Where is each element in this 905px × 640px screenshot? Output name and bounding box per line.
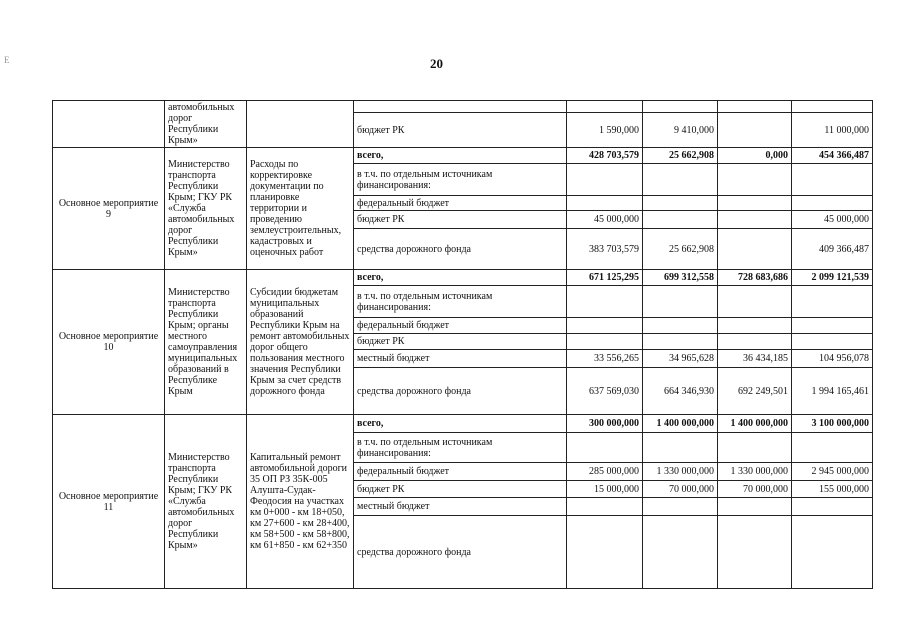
value-year2-cell — [643, 498, 718, 516]
value-year2-cell — [643, 286, 718, 318]
value-year2-cell — [643, 318, 718, 334]
funding-source-cell: в т.ч. по отдельным источникам финансирования: — [354, 164, 567, 196]
value-total-cell: 155 000,000 — [792, 481, 873, 498]
value-year3-cell: 1 330 000,000 — [718, 463, 792, 481]
value-year1-cell — [567, 318, 643, 334]
value-year2-cell: 1 330 000,000 — [643, 463, 718, 481]
organization-cell: Министерство транспорта Республики Крым; ГКУ РК «Служба автомобильных дорог Республики Крым» — [165, 148, 247, 270]
event-cell: Основное мероприятие 10 — [53, 270, 165, 415]
value-year3-cell: 70 000,000 — [718, 481, 792, 498]
table-row — [53, 148, 873, 164]
value-year2-cell — [643, 196, 718, 211]
description-cell — [247, 101, 354, 148]
funding-source-cell: в т.ч. по отдельным источникам финансирования: — [354, 433, 567, 463]
value-year2-cell: 699 312,558 — [643, 270, 718, 286]
value-year3-cell — [718, 318, 792, 334]
value-total-cell: 2 099 121,539 — [792, 270, 873, 286]
organization-cell: Министерство транспорта Республики Крым; ГКУ РК «Служба автомобильных дорог Республики Крым» — [165, 415, 247, 589]
value-total-cell: 104 956,078 — [792, 350, 873, 368]
funding-source-cell: федеральный бюджет — [354, 318, 567, 334]
funding-source-cell: бюджет РК — [354, 113, 567, 148]
value-year2-cell — [643, 211, 718, 229]
funding-source-cell: местный бюджет — [354, 350, 567, 368]
funding-source-cell: местный бюджет — [354, 498, 567, 516]
value-total-cell: 409 366,487 — [792, 229, 873, 270]
funding-source-cell: всего, — [354, 270, 567, 286]
value-year3-cell — [718, 334, 792, 350]
value-total-cell — [792, 516, 873, 589]
funding-source-cell: федеральный бюджет — [354, 196, 567, 211]
funding-source-cell: средства дорожного фонда — [354, 368, 567, 415]
value-year1-cell — [567, 334, 643, 350]
funding-source-cell — [354, 101, 567, 113]
event-cell: Основное мероприятие 11 — [53, 415, 165, 589]
description-cell: Расходы по корректировке документации по планировке территории и проведению землеустроительных, кадастровых и оценочных работ — [247, 148, 354, 270]
value-year1-cell — [567, 101, 643, 113]
value-year1-cell — [567, 164, 643, 196]
description-cell: Капитальный ремонт автомобильной дороги 35 ОП РЗ 35К-005 Алушта-Судак-Феодосия на участках км 0+000 - км 18+050, км 27+600 - км 28+400, км 58+500 - км 58+800, км 61+850 - км 62+350 — [247, 415, 354, 589]
value-total-cell — [792, 286, 873, 318]
value-year1-cell — [567, 516, 643, 589]
value-year3-cell — [718, 101, 792, 113]
value-year1-cell: 15 000,000 — [567, 481, 643, 498]
funding-source-cell: всего, — [354, 148, 567, 164]
funding-source-cell: всего, — [354, 415, 567, 433]
table-row — [53, 415, 873, 433]
value-total-cell — [792, 318, 873, 334]
organization-cell: автомобильных дорог Республики Крым» — [165, 101, 247, 148]
value-year3-cell: 1 400 000,000 — [718, 415, 792, 433]
value-year3-cell — [718, 211, 792, 229]
value-year2-cell: 664 346,930 — [643, 368, 718, 415]
value-year3-cell — [718, 286, 792, 318]
value-year1-cell — [567, 498, 643, 516]
value-year3-cell: 0,000 — [718, 148, 792, 164]
value-year3-cell — [718, 516, 792, 589]
value-year3-cell — [718, 196, 792, 211]
value-year1-cell: 383 703,579 — [567, 229, 643, 270]
value-year1-cell: 637 569,030 — [567, 368, 643, 415]
value-total-cell: 11 000,000 — [792, 113, 873, 148]
value-total-cell — [792, 433, 873, 463]
value-year2-cell: 9 410,000 — [643, 113, 718, 148]
budget-table — [52, 100, 873, 589]
funding-source-cell: бюджет РК — [354, 211, 567, 229]
value-year1-cell: 300 000,000 — [567, 415, 643, 433]
value-year1-cell — [567, 196, 643, 211]
value-year2-cell — [643, 334, 718, 350]
value-year1-cell: 285 000,000 — [567, 463, 643, 481]
value-year2-cell: 34 965,628 — [643, 350, 718, 368]
table-row — [53, 101, 873, 113]
value-year1-cell: 33 556,265 — [567, 350, 643, 368]
value-total-cell — [792, 101, 873, 113]
event-cell — [53, 101, 165, 148]
value-year2-cell: 70 000,000 — [643, 481, 718, 498]
value-total-cell: 45 000,000 — [792, 211, 873, 229]
value-year3-cell — [718, 498, 792, 516]
value-year1-cell — [567, 433, 643, 463]
value-year3-cell — [718, 113, 792, 148]
funding-source-cell: средства дорожного фонда — [354, 229, 567, 270]
value-year2-cell — [643, 433, 718, 463]
funding-source-cell: бюджет РК — [354, 481, 567, 498]
value-year3-cell — [718, 164, 792, 196]
value-year2-cell: 25 662,908 — [643, 229, 718, 270]
value-total-cell: 3 100 000,000 — [792, 415, 873, 433]
funding-source-cell: федеральный бюджет — [354, 463, 567, 481]
value-year2-cell: 25 662,908 — [643, 148, 718, 164]
budget-table-body — [53, 101, 873, 589]
value-year2-cell: 1 400 000,000 — [643, 415, 718, 433]
value-year2-cell — [643, 516, 718, 589]
value-year1-cell: 1 590,000 — [567, 113, 643, 148]
funding-source-cell: в т.ч. по отдельным источникам финансирования: — [354, 286, 567, 318]
value-total-cell: 454 366,487 — [792, 148, 873, 164]
funding-source-cell: средства дорожного фонда — [354, 516, 567, 589]
value-total-cell — [792, 334, 873, 350]
value-year2-cell — [643, 101, 718, 113]
value-total-cell: 1 994 165,461 — [792, 368, 873, 415]
organization-cell: Министерство транспорта Республики Крым; органы местного самоуправления муниципальных образований в Республике Крым — [165, 270, 247, 415]
value-year3-cell: 728 683,686 — [718, 270, 792, 286]
value-year1-cell — [567, 286, 643, 318]
value-total-cell — [792, 498, 873, 516]
page-number: 20 — [430, 56, 443, 71]
value-total-cell: 2 945 000,000 — [792, 463, 873, 481]
description-cell: Субсидии бюджетам муниципальных образований Республики Крым на ремонт автомобильных дорог общего пользования местного значения Республики Крым за счет средств дорожного фонда — [247, 270, 354, 415]
margin-mark: Е — [4, 55, 10, 65]
funding-source-cell: бюджет РК — [354, 334, 567, 350]
event-cell: Основное мероприятие 9 — [53, 148, 165, 270]
value-total-cell — [792, 164, 873, 196]
value-year2-cell — [643, 164, 718, 196]
value-year3-cell: 36 434,185 — [718, 350, 792, 368]
value-total-cell — [792, 196, 873, 211]
value-year3-cell — [718, 229, 792, 270]
value-year1-cell: 671 125,295 — [567, 270, 643, 286]
value-year3-cell: 692 249,501 — [718, 368, 792, 415]
value-year3-cell — [718, 433, 792, 463]
value-year1-cell: 428 703,579 — [567, 148, 643, 164]
table-row — [53, 270, 873, 286]
value-year1-cell: 45 000,000 — [567, 211, 643, 229]
